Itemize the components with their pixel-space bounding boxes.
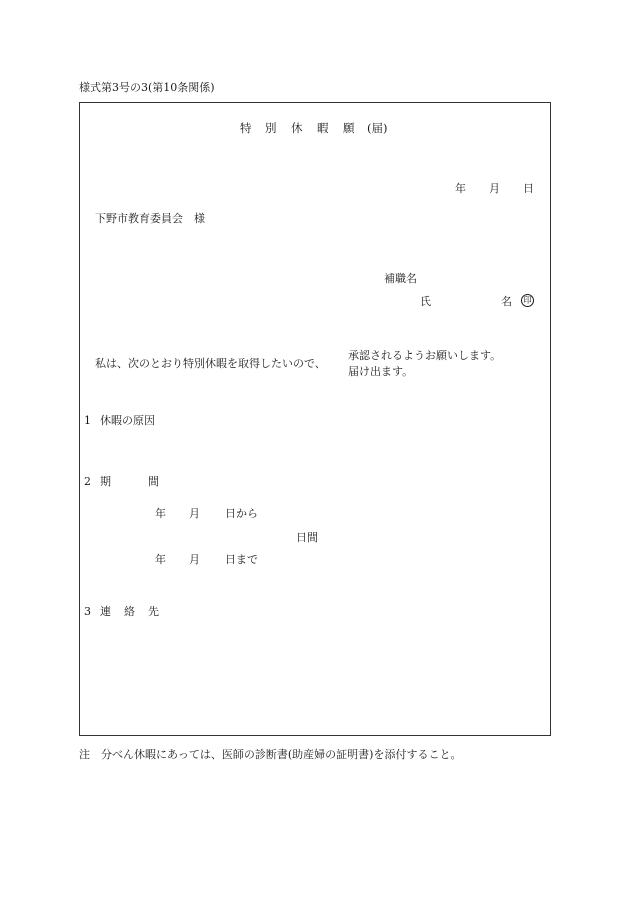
from-day-label: 日から (225, 507, 258, 520)
request-option-approve: 承認されるようお願いします。 (348, 349, 502, 362)
position-label: 補職名 (384, 272, 417, 285)
to-day-label: 日まで (225, 553, 258, 566)
section-number: 2 (84, 475, 91, 488)
section-label-char-3: 先 (148, 605, 159, 618)
name-label-first: 氏 (420, 295, 431, 308)
title-char-2: 別 (265, 121, 277, 135)
form-number: 様式第3号の3(第10条関係) (79, 81, 215, 94)
request-option-notify: 届け出ます。 (348, 365, 414, 378)
section-label-first: 期 (100, 475, 111, 488)
section-label-char-2: 絡 (124, 605, 135, 618)
request-lead: 私は、次のとおり特別休暇を取得したいので、 (95, 357, 326, 370)
date-year-label: 年 (455, 182, 466, 195)
to-year-label: 年 (155, 553, 166, 566)
section-label-second: 間 (148, 475, 159, 488)
addressee: 下野市教育委員会 様 (95, 212, 205, 225)
section-label-char-1: 連 (100, 605, 111, 618)
title-char-6: (届) (367, 121, 388, 135)
title-char-5: 願 (343, 121, 355, 135)
title-char-3: 休 (291, 121, 303, 135)
footnote: 注 分べん休暇にあっては、医師の診断書(助産婦の証明書)を添付すること。 (79, 748, 462, 761)
title-char-4: 暇 (317, 121, 329, 135)
date-day-label: 日 (523, 182, 534, 195)
section-number: 1 (84, 414, 91, 427)
section-label: 休暇の原因 (100, 414, 155, 427)
date-month-label: 月 (489, 182, 500, 195)
title-char-1: 特 (240, 121, 252, 135)
from-month-label: 月 (189, 507, 200, 520)
section-number: 3 (84, 605, 91, 618)
to-month-label: 月 (189, 553, 200, 566)
days-label: 日間 (296, 531, 318, 544)
from-year-label: 年 (155, 507, 166, 520)
name-label-second: 名 (501, 295, 512, 308)
seal-mark: 印 (521, 294, 534, 307)
